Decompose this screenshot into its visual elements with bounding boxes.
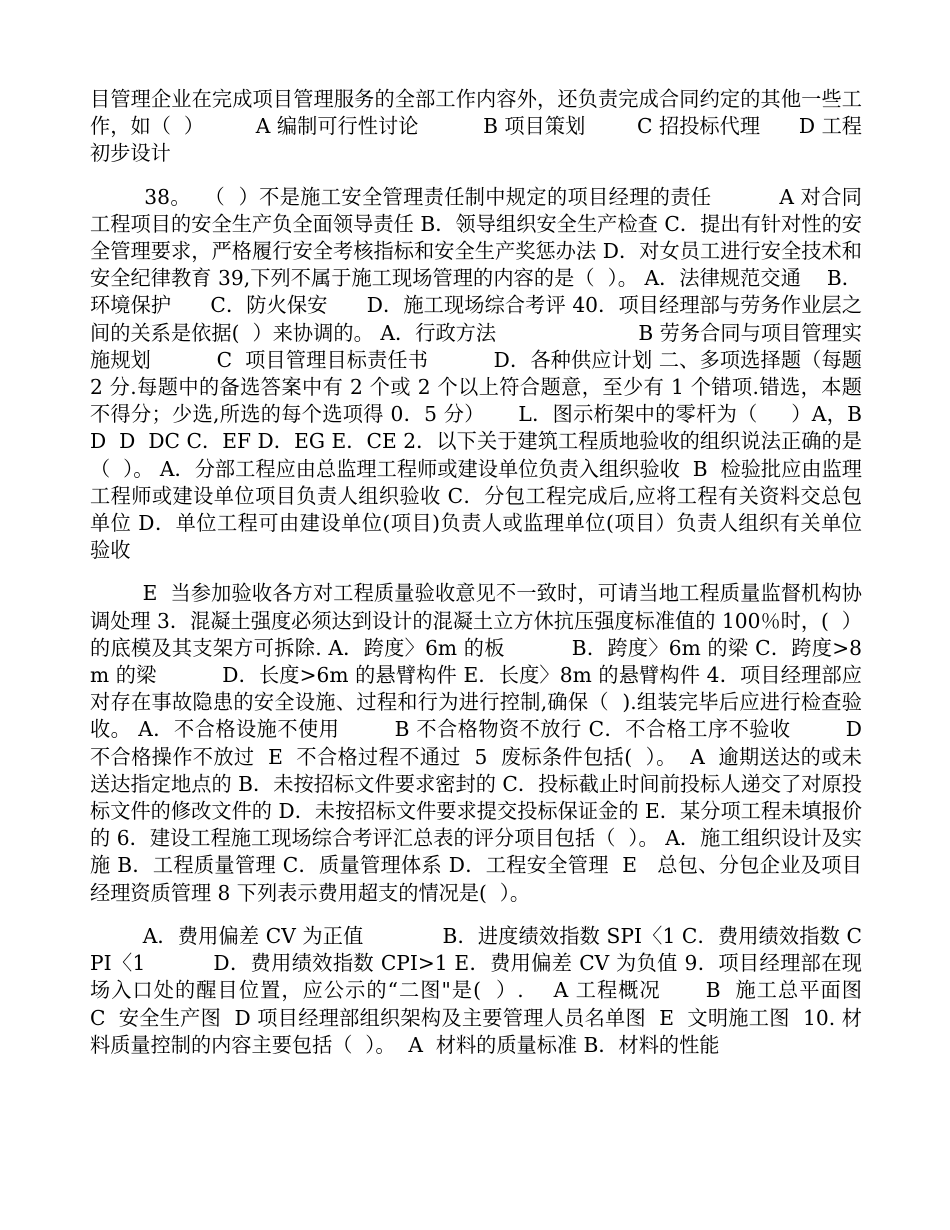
document-body	[90, 86, 914, 1059]
paragraph-1: 目管理企业在完成项目管理服务的全部工作内容外，还负责完成合同约定的其他一些工作，如（ ） A 编制可行性讨论 B 项目策划 C 招投标代理 D 工程初步设计	[90, 87, 862, 166]
paragraph-3: E 当参加验收各方对工程质量验收意见不一致时，可请当地工程质量监督机构协调处理 3．混凝土强度必须达到设计的混凝土立方休抗压强度标准值的 100％时，( ）的底模及其支架方可拆除. A．跨度〉6m 的板 B．跨度〉6m 的梁 C．跨度>8m 的梁 D．长度>6m 的悬臂构件 E．长度〉8m 的悬臂构件 4．项目经理部应对存在事故隐患的安全设施、过程和行为进行控制,确保（ ).组装完毕后应进行检查验收。 A．不合格设施不使用 B 不合格物资不放行 C．不合格工序不验收 D 不合格操作不放过 E 不合格过程不通过 5 废标条件包括( ）。 A 逾期送达的或未送达指定地点的 B．未按招标文件要求密封的 C．投标截止时间前投标人递交了对原投标文件的修改文件的 D．未按招标文件要求提交投标保证金的 E．某分项工程未填报价的 6．建设工程施工现场综合考评汇总表的评分项目包括（ ）。 A．施工组织设计及实施 B．工程质量管理 C．质量管理体系 D．工程安全管理 E 总包、分包企业及项目经理资质管理 8 下列表示费用超支的情况是( ）。	[90, 581, 869, 905]
paragraph-4: A．费用偏差 CV 为正值 B．进度绩效指数 SPI〈1 C．费用绩效指数 CPI〈1 D．费用绩效指数 CPI>1 E．费用偏差 CV 为负值 9．项目经理部在现场入口处的醒目位置，应公示的“二图"是( ）. A 工程概况 B 施工总平面图 C 安全生产图 D 项目经理部组织架构及主要管理人员名单图 E 文明施工图 10. 材料质量控制的内容主要包括（ ）。 A 材料的质量标准 B．材料的性能	[90, 923, 914, 1057]
paragraph-2: 38。 （ ）不是施工安全管理责任制中规定的项目经理的责任 A 对合同工程项目的安全生产负全面领导责任 B．领导组织安全生产检查 C．提出有针对性的安全管理要求，严格履行安全考核指标和安全生产奖惩办法 D．对女员工进行安全技术和安全纪律教育 39,下列不属于施工现场管理的内容的是（ ）。 A．法律规范交通 B．环境保护 C．防火保安 D．施工现场综合考评 40．项目经理部与劳务作业层之间的关系是依据( ）来协调的。 A．行政方法 B 劳务合同与项目管理实施规划 C 项目管理目标责任书 D．各种供应计划 二、多项选择题（每题 2 分.每题中的备选答案中有 2 个或 2 个以上符合题意，至少有 1 个错项.错选，本题不得分；少选,所选的每个选项得 0．5 分） L．图示桁架中的零杆为（ ）A，BD D DC C．EF D．EG E．CE 2．以下关于建筑工程质地验收的组织说法正确的是（ ）。 A．分部工程应由总监理工程师或建设单位负责入组织验收 B 检验批应由监理工程师或建设单位项目负责人组织验收 C．分包工程完成后,应将工程有关资料交总包单位 D．单位工程可由建设单位(项目)负责人或监理单位(项目）负责人组织有关单位验收	[90, 184, 869, 563]
